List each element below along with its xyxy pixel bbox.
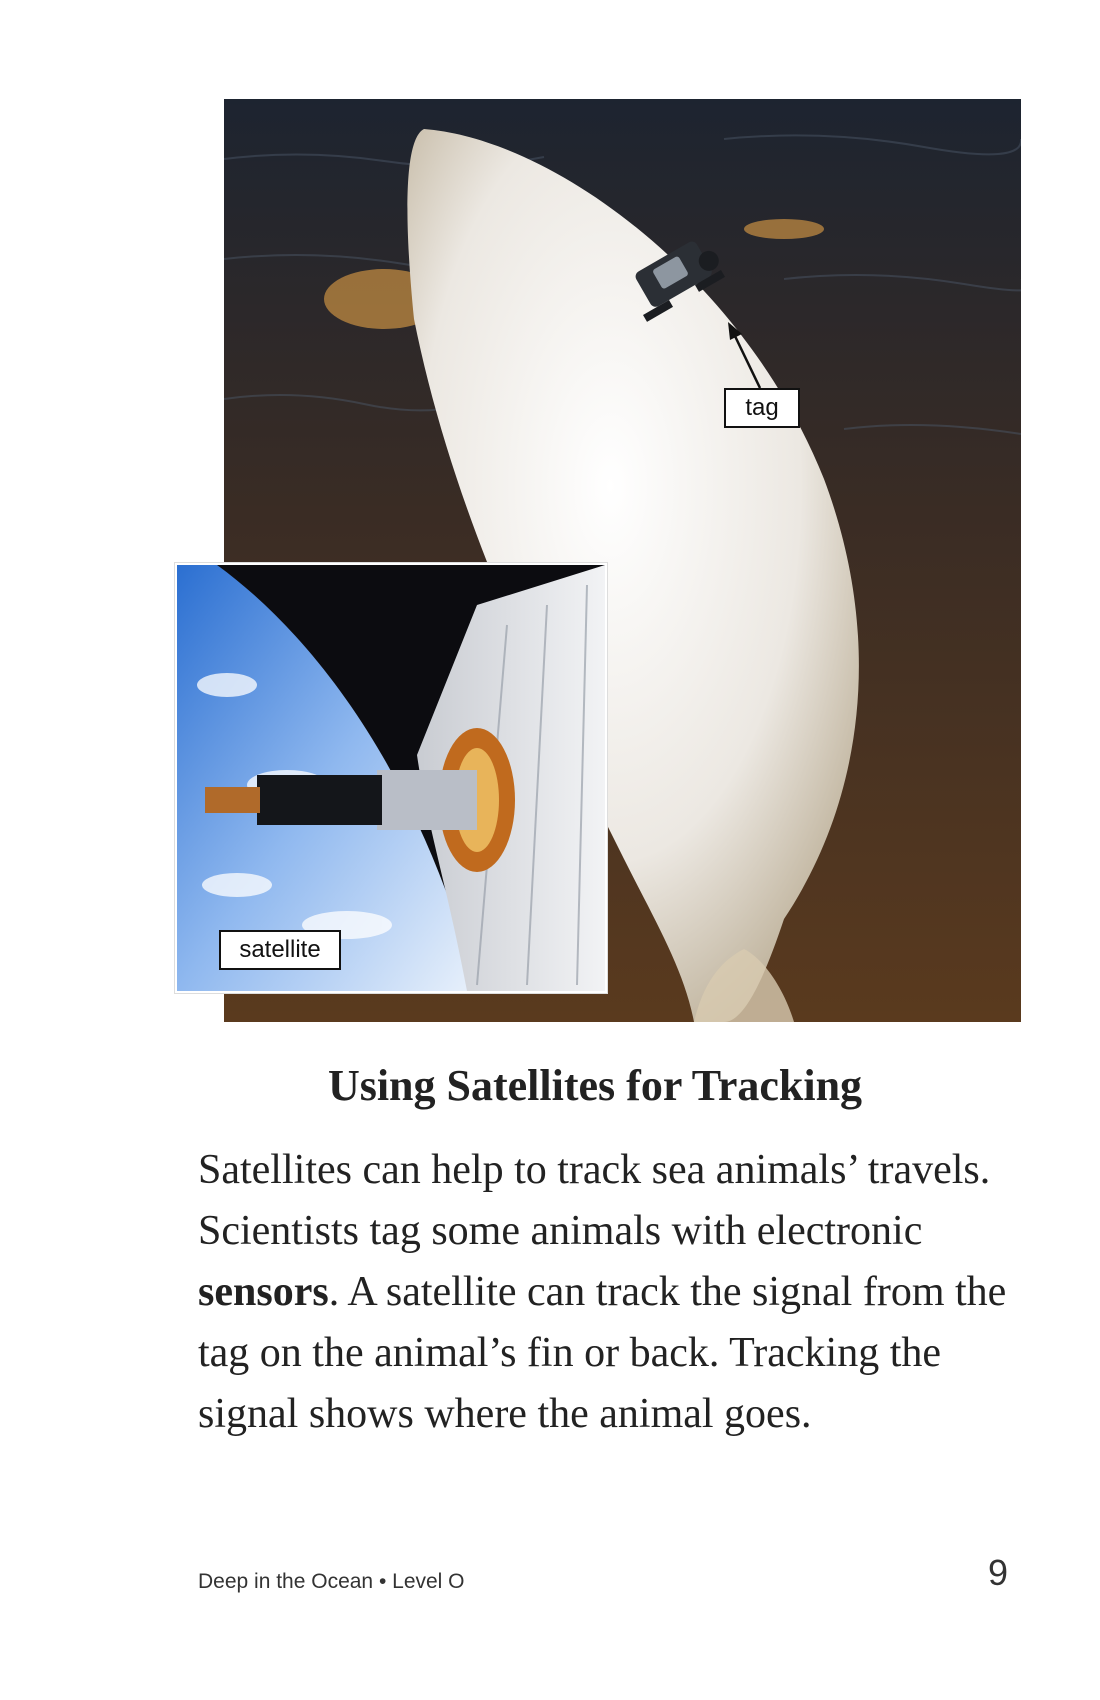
tag-label: tag: [724, 388, 800, 428]
body-text-part-1: Satellites can help to track sea animals’ travels. Scientists tag some animals with electronic: [198, 1147, 991, 1254]
section-heading: Using Satellites for Tracking: [327, 1061, 863, 1110]
body-text-part-2: . A satellite can track the signal from the tag on the animal’s fin or back. Tracking the signal shows where the animal goes.: [198, 1269, 1007, 1437]
satellite-photo: [175, 563, 607, 993]
tag-pointer-arrow: [720, 320, 780, 392]
book-title-footer: Deep in the Ocean • Level O: [198, 1570, 465, 1593]
satellite-label: satellite: [219, 930, 341, 970]
body-paragraph: [198, 1140, 1028, 1445]
glossary-term-sensors: sensors: [198, 1269, 329, 1315]
page-number: 9: [987, 1552, 1008, 1593]
